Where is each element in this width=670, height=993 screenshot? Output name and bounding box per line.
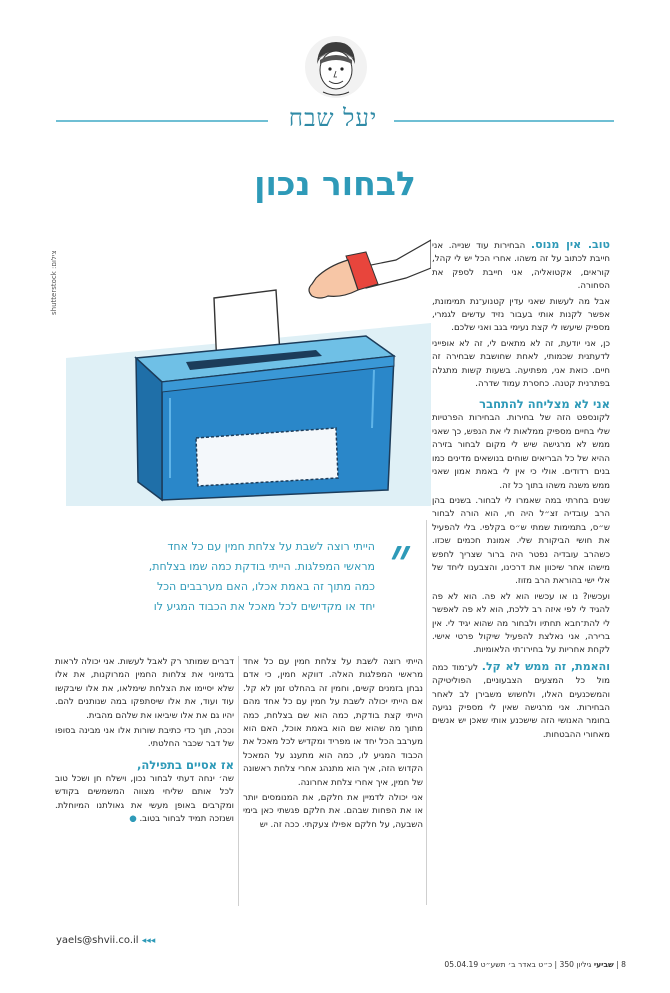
paragraph-text: לע־מוד כמה מול כל המצעים הצבעוניים, הפוליטיקה והמשכנעים האלו, ולחשוש משבירן לב לאחר הבחירות. אני מרגישה שאין לי מספיק נגיעה בחומר האנושי הזה שישכנע אותי שאכן יש אנשים מאחורי ההבטחות. xyxy=(432,662,610,740)
subheading: אז אסיים בתפילה, xyxy=(137,757,234,772)
pull-quote-line: הייתי רוצה לשבת על צלחת חמין עם כל אחד xyxy=(167,540,375,553)
ballot-box-illustration xyxy=(66,238,431,506)
article-title: לבחור נכון xyxy=(254,164,416,203)
paragraph: הייתי רוצה לשבת על צלחת חמין עם כל אחד מראשי המפלגות האלה. דווקא חמין, כי אדם נבחן בזמנים קשים, וחמין זה בהחלט זמן לא קל. אם הייתי יכולה לשבת על חמין עם כל אחד מהם הייתי קצת בודקת, כמה הוא שם בצלחת, כמה מתוך מה שהוא שם הוא באמת אוכל, האם הוא מערבב הכל יחד או מפריד ומקדיש לכל מאכל את הכבוד המגיע לו, כמה הוא מתענג על המאכל הקדוש הזה, איך הוא מתנהג אחרי צלחת ראשונה של חמין, איך אחרי צלחת אחרונה. xyxy=(243,657,423,788)
paragraph: לקונספט הזה של בחירות. הבחירות הפרטיות שלי בחיים מספיק ממלאות לי את הנפש, כך שאני ממש לא מרגישה שיש לי מקום לבחור בזירה ההיא של כל הבריאים שוחים בנושאים מדינים כמו בנים רדודים. אולי כי אין לי באמת אמון שאני ממש משנה משהו בתוך כל זה. xyxy=(432,413,610,491)
column-divider xyxy=(426,520,427,905)
paragraph-text: שה׳ ינחה דעתי לבחור נכון, וישלח חן ושכל טוב לכל אותם שליחי מצווה המשמשים בקודש ומקרבים באופן מעשי את גאולתנו המיוחלת. ושנזכה תמיד לבחור בטוב. xyxy=(55,773,234,825)
lead-in: טוב. אין מנוס. xyxy=(530,238,610,251)
page-number: 8 xyxy=(621,960,626,969)
quote-mark-icon: ״ xyxy=(389,524,412,592)
paragraph: שנים בחרתי במה שאמרו לי לבחור. בשנים בהן הרב עובדיה זצ״ל היה חי, הוא הורה לבחור ש״ס, בתמימות שמתי ש״ס בקלפי. בלי להפעיל את חושי הביקורת שלי. אמונת חכמים שכזו. כשהרב עובדיה נפטר היה ברור שצריך לחפש מישהו אחר שיכוון את דרכינו, והצבענו ליחד של אלי ישי בהוראת הרב מזוז. xyxy=(432,495,610,587)
paragraph xyxy=(432,660,610,742)
paragraph: אני יכולה לדמיין את חלקם, את המנומסים יותר או את הפחות שבהם. את חלקם פגשתי כאן בימי השבעה, על חלקם אפילו צעקתי. ככה זה. יש xyxy=(243,793,423,830)
paragraph xyxy=(432,238,610,294)
page-footer: 8 | שביעי גיליון 350 | כ״ט באדר ב׳ תשע״ט 05.04.19 xyxy=(444,960,626,969)
paragraph: דברים שמותר רק לאבל לעשות. אני יכולה לראות בדמיוני את צלחות החמין המרוקנות, את אלו שלא יסיימו את הצלחת שימלאו, את אלו שיבקשו עוד ועוד, את אלו שיסתפקו במה שנותנים להם. יהיו גם את אלו שיביאו את שלהם מהבית. xyxy=(55,657,234,721)
issue-number: גיליון 350 xyxy=(559,960,592,969)
article-column-left xyxy=(55,656,234,828)
photo-credit: shutterstock :צילום xyxy=(50,250,58,315)
pull-quote-line: יחד או מקדישים לכל מאכל את הכבוד המגיע לו xyxy=(153,600,375,613)
pull-quote-line: כמה מתוך זה באמת אכלו, האם מערבבים הכל xyxy=(156,580,375,593)
hebrew-date: כ״ט באדר ב׳ תשע״ט xyxy=(480,960,553,969)
divider-right xyxy=(394,120,614,122)
pull-quote xyxy=(75,525,420,643)
magazine-name: שביעי xyxy=(593,960,614,969)
paragraph: אבל מה לעשות שאני עדין קטנוע־נת תמימונת, אפשר לקנות אותי בעבור נזיד עדשים לגמרי, מספיק שיעשו לי קצת נעימי בגב ואני שלכם. xyxy=(432,296,610,334)
column-divider xyxy=(238,656,239,906)
pull-quote-line: מראשי המפלגות. הייתי בודקת כמה שמו בצלחת, xyxy=(148,560,375,573)
issue-date: 05.04.19 xyxy=(444,960,479,969)
subheading-inline: והאמת, זה ממש לא קל. xyxy=(481,659,611,673)
article-column-middle xyxy=(243,656,423,834)
author-header xyxy=(56,102,614,138)
subheading: אני לא מצליחה להתחבר xyxy=(479,397,610,412)
end-mark-icon: ● xyxy=(129,814,137,825)
paragraph: ועכשיו? נו או עכשיו הוא לא פה. הוא לא פה להגיד לי לפי איזה רב ללכת, הוא לא פה לאפשר לי להת־חבא תחתיו ולבחור מה שהוא יגיד לי. אין ברירה, אני נאלצת להפעיל שיקול פרטי אישי. לקחת אחריות על בחירו־תי הלאומיות. xyxy=(432,591,610,656)
divider-left xyxy=(56,120,268,122)
article-column-right xyxy=(432,238,610,744)
email-address[interactable]: yaels@shvii.co.il xyxy=(56,935,139,946)
paragraph: וככה, תוך כדי כתיבת שורות אלו אני מבינה בסופו של דבר שכבר החלטתי. xyxy=(55,726,234,750)
author-email[interactable] xyxy=(56,935,155,946)
paragraph-text: הבחירות עוד שנייה. אני חייבת לכתוב על זה משהו. אחרי הכל יש לי קהל, קוראים, אקטואליה, אני חייבת לספק את הסחורה. xyxy=(432,241,610,292)
pull-quote-text xyxy=(75,537,375,617)
author-name: יעל שבח xyxy=(288,104,378,132)
paragraph: כן, אני יודעת, זה לא מתאים לי, זה לא אופייני לדעתנית שכמותי, לאחת שחושבת שבחירה זה חיים. כואת אני, מפתיעה. בשעות קשות מתגלה בפתרנית קטנה. כחסרת עמוד שדרה. xyxy=(432,338,610,390)
author-portrait-icon xyxy=(303,34,369,100)
arrows-icon: ◂◂◂ xyxy=(141,936,156,946)
paragraph xyxy=(55,773,234,827)
